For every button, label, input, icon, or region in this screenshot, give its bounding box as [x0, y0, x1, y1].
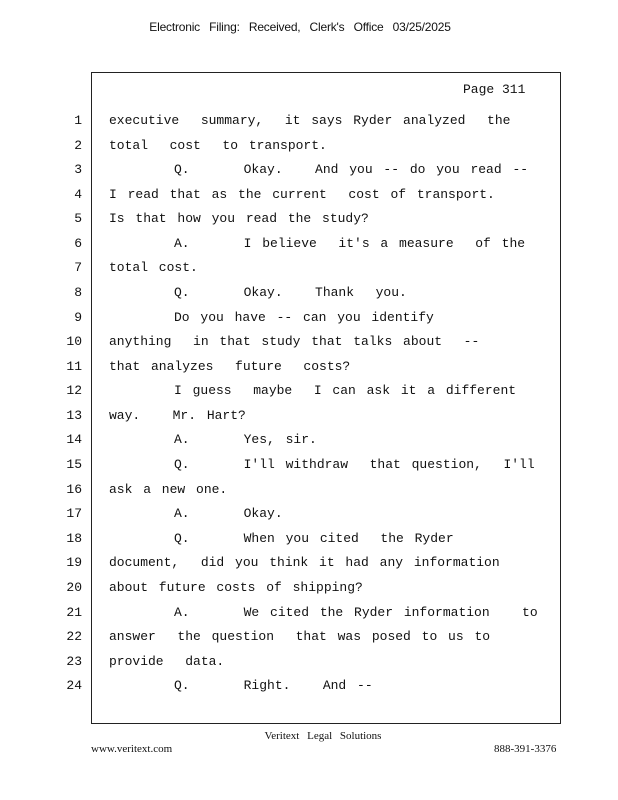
line-number: 5	[74, 211, 82, 226]
transcript-line: provide data.	[109, 654, 225, 669]
footer-company-name: Veritext Legal Solutions	[264, 730, 382, 742]
transcript-line: A. I believe it's a measure of the	[174, 236, 526, 251]
line-number: 3	[74, 162, 82, 177]
transcript-line: Q. Right. And --	[174, 678, 373, 693]
transcript-line: Is that how you read the study?	[109, 211, 369, 226]
transcript-line: ask a new one.	[109, 482, 228, 497]
line-number: 22	[66, 629, 82, 644]
line-number: 18	[66, 531, 82, 546]
line-number: 4	[74, 187, 82, 202]
line-number: 16	[66, 482, 82, 497]
line-number: 15	[66, 457, 82, 472]
transcript-line: answer the question that was posed to us to	[109, 629, 491, 644]
line-number: 20	[66, 580, 82, 595]
line-number: 8	[74, 285, 82, 300]
line-number: 23	[66, 654, 82, 669]
line-number: 2	[74, 138, 82, 153]
line-number: 21	[66, 605, 82, 620]
transcript-line: total cost to transport.	[109, 138, 327, 153]
transcript-line: document, did you think it had any information	[109, 555, 500, 570]
transcript-line: Q. Okay. Thank you.	[174, 285, 407, 300]
line-number: 11	[66, 359, 82, 374]
transcript-line: I guess maybe I can ask it a different	[174, 383, 517, 398]
line-number: 12	[66, 383, 82, 398]
line-number: 10	[66, 334, 82, 349]
transcript-line: A. Okay.	[174, 506, 283, 521]
transcript-line: Q. I'll withdraw that question, I'll	[174, 457, 535, 472]
line-number: 9	[74, 310, 82, 325]
line-number: 1	[74, 113, 82, 128]
transcript-line: Do you have -- can you identify	[174, 310, 434, 325]
line-number: 13	[66, 408, 82, 423]
transcript-line: Q. Okay. And you -- do you read --	[174, 162, 529, 177]
transcript-line: that analyzes future costs?	[109, 359, 351, 374]
line-number: 17	[66, 506, 82, 521]
transcript-line: I read that as the current cost of transport.	[109, 187, 495, 202]
transcript-line: executive summary, it says Ryder analyzed the	[109, 113, 511, 128]
line-number: 6	[74, 236, 82, 251]
footer-phone: 888-391-3376	[494, 743, 557, 755]
transcript-line: A. We cited the Ryder information to	[174, 605, 538, 620]
filing-stamp-header: Electronic Filing: Received, Clerk's Office 03/25/2025	[149, 20, 451, 34]
transcript-line: Q. When you cited the Ryder	[174, 531, 454, 546]
transcript-line: anything in that study that talks about --	[109, 334, 480, 349]
transcript-line: about future costs of shipping?	[109, 580, 363, 595]
transcript-line: total cost.	[109, 260, 198, 275]
transcript-line: A. Yes, sir.	[174, 432, 317, 447]
footer-website: www.veritext.com	[91, 743, 173, 755]
transcript-line: way. Mr. Hart?	[109, 408, 246, 423]
line-number: 7	[74, 260, 82, 275]
line-number: 14	[66, 432, 82, 447]
line-number: 19	[66, 555, 82, 570]
page-number: Page 311	[463, 82, 526, 97]
line-number: 24	[66, 678, 82, 693]
